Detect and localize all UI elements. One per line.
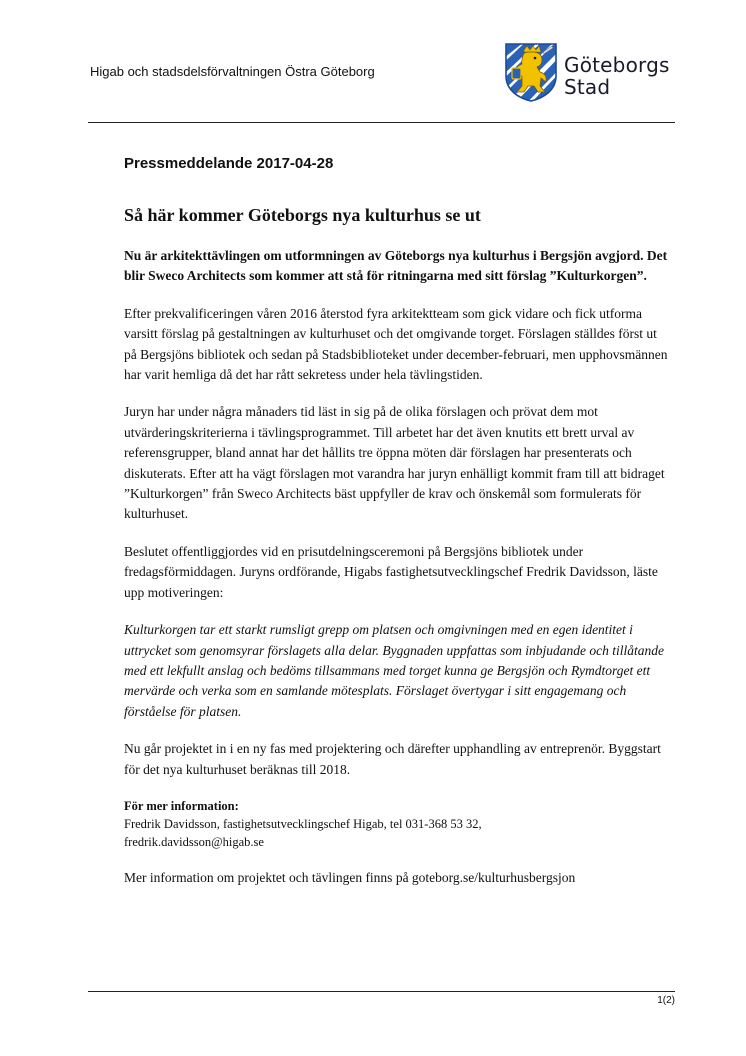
contact-block [124,797,669,851]
body-paragraph-3: Beslutet offentliggjordes vid en prisutdelningsceremoni på Bergsjöns bibliotek under fredagsförmiddagen. Juryns ordförande, Higabs fastighetsutvecklingschef Fredrik Davidsson, läste upp motiveringen: [124,543,658,600]
goteborgs-stad-logo [504,42,679,104]
press-release-date: Pressmeddelande 2017-04-28 [124,155,334,172]
body-paragraph-2: Juryn har under några månaders tid läst in sig på de olika förslagen och prövat dem mot utvärderingskriterierna i tävlingsprogrammet. Till arbetet har det även knutits ett brett urval av referensgrupper, bland annat har det hållits tre öppna möten där förslagen har presenterats och diskuterats. Efter att ha vägt förslagen mot varandra har juryn enhälligt kommit fram till att bidraget ”Kulturkorgen” från Sweco Architects bäst uppfyller de krav och önskemål som formulerats för kulturhuset. [124,404,665,522]
page-number: 1(2) [657,995,675,1006]
closing-paragraph: Nu går projektet in i en ny fas med projektering och därefter upphandling av entreprenör. Byggstart för det nya kulturhuset beräknas till 2018. [124,741,661,777]
headline: Så här kommer Göteborgs nya kulturhus se ut [124,205,481,225]
header-organization: Higab och stadsdelsförvaltningen Östra Göteborg [90,64,375,79]
article-body [124,246,669,905]
logo-line-2: Stad [564,75,611,99]
header-divider [88,122,675,123]
contact-email[interactable]: fredrik.davidsson@higab.se [124,834,264,849]
city-coat-of-arms-icon [504,42,558,102]
lead-paragraph: Nu är arkitekttävlingen om utformningen av Göteborgs nya kulturhus i Bergsjön avgjord. Det blir Sweco Architects som kommer att stå för ritningarna med sitt förslag ”Kulturkorgen”. [124,248,668,284]
body-paragraph-1: Efter prekvalificeringen våren 2016 återstod fyra arkitektteam som gick vidare och fick utforma varsitt förslag på gestaltningen av kulturhuset och det omgivande torget. Förslagen ställdes först ut på Bergsjöns bibliotek och sedan på Stadsbiblioteket under december-februari, men upphovsmännen har varit hemliga då det har rått sekretess under hela tävlingstiden. [124,305,668,383]
more-info-text: Mer information om projektet och tävlingen finns på goteborg.se/kulturhusbergsjon [124,869,576,885]
contact-person: Fredrik Davidsson, fastighetsutvecklingschef Higab, tel 031-368 53 32, [124,816,482,831]
contact-title: För mer information: [124,798,239,813]
footer-divider [88,991,675,992]
logo-line-1: Göteborgs [564,53,670,77]
jury-quote: Kulturkorgen tar ett starkt rumsligt grepp om platsen och omgivningen med en egen identitet i uttrycket som genomsyrar förslagets alla delar. Byggnaden uppfattas som inbjudande och tillåtande med ett lekfullt anslag och bedöms tillsammans med torget kunna ge Bergsjön och Rymdtorget ett mervärde och verka som en samlande mötesplats. Förslaget övertygar i sitt engagemang och förståelse för platsen. [124,622,664,719]
logo-wordmark [564,54,670,98]
